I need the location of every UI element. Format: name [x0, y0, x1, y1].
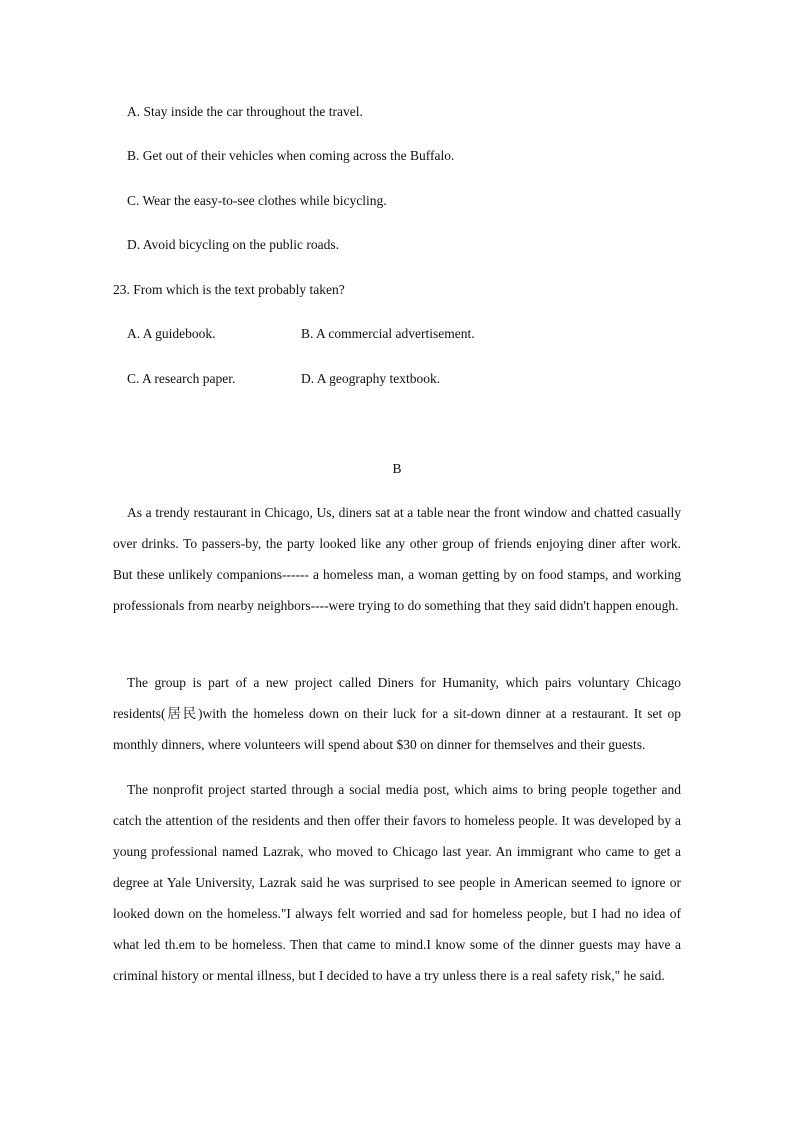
q23-question: 23. From which is the text probably taken?: [113, 282, 345, 297]
section-heading: B: [392, 461, 402, 476]
q23-option-b: B. A commercial advertisement.: [301, 326, 475, 341]
paragraph-3: The nonprofit project started through a social media post, which aims to bring people together and catch the attention of the residents and then offer their favors to homeless people. It was developed by a young professional named Lazrak, who moved to Chicago last year. An immigrant who came to get a degree at Yale University, Lazrak said he was surprised to see people in American seemed to ignore or looked down on the homeless."I always felt worried and sad for homeless people, but I had no idea of what led th.em to be homeless. Then that came to mind.I know some of the dinner guests may have a criminal history or mental illness, but I decided to have a try unless there is a real safety risk," he said.: [113, 782, 681, 983]
q22-option-a: A. Stay inside the car throughout the travel.: [127, 104, 363, 119]
q23-option-d: D. A geography textbook.: [301, 371, 441, 386]
q22-option-b: B. Get out of their vehicles when coming across the Buffalo.: [127, 148, 455, 163]
q22-option-c: C. Wear the easy-to-see clothes while bicycling.: [127, 193, 387, 208]
paragraph-1: As a trendy restaurant in Chicago, Us, diners sat at a table near the front window and chatted casually over drinks. To passers-by, the party looked like any other group of friends enjoying diner after work. But these unlikely companions------ a homeless man, a woman getting by on food stamps, and working professionals from nearby neighbors----were trying to do something that they said didn't happen enough.: [113, 505, 681, 613]
q23-option-c: C. A research paper.: [127, 371, 236, 386]
paragraph-2: The group is part of a new project called Diners for Humanity, which pairs voluntary Chicago residents(居民)with the homeless down on their luck for a sit-down dinner at a restaurant. It set op monthly dinners, where volunteers will spend about $30 on dinner for themselves and their guests.: [113, 675, 681, 752]
q22-option-d: D. Avoid bicycling on the public roads.: [127, 237, 339, 252]
q23-option-a: A. A guidebook.: [127, 326, 216, 341]
